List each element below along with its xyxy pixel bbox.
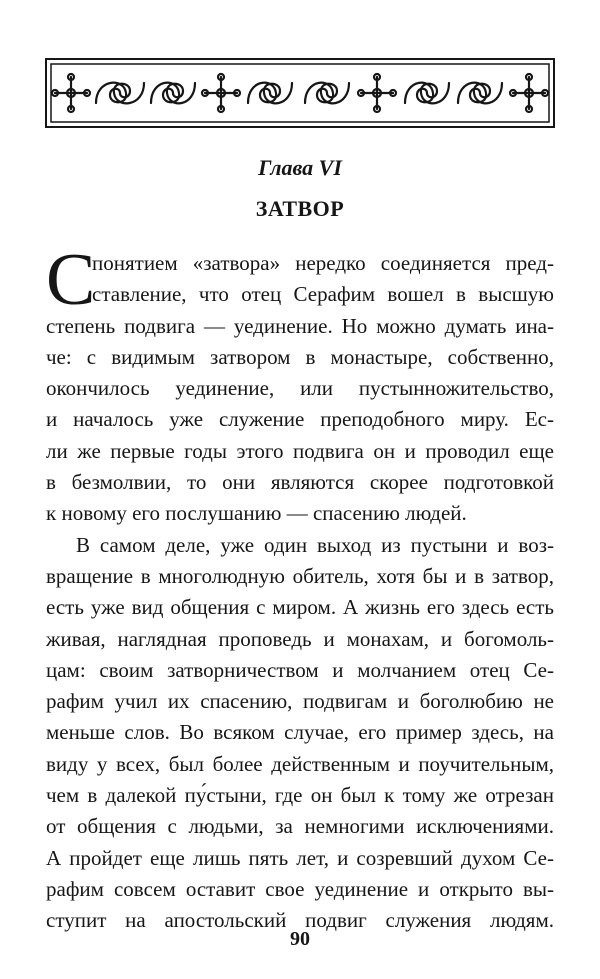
text-line: вращение в многолюдную обитель, хотя бы и в затвор,: [46, 563, 554, 588]
text-line: окончилось уединение, или пустынножительство,: [46, 376, 554, 401]
text-line: рафим совсем оставит свое уединение и открыто вы-: [46, 876, 554, 901]
drop-cap: С: [46, 239, 96, 321]
text-line: рафим учил их спасению, подвигам и боголюбию не: [46, 689, 554, 714]
chapter-title: ЗАТВОР: [255, 196, 345, 221]
text-line: ступит на апостольский подвиг служения людям.: [46, 908, 554, 933]
text-line: к новому его послушанию — спасению людей.: [46, 501, 467, 526]
text-line: есть уже вид общения с миром. А жизнь его здесь есть: [46, 595, 554, 620]
text-line: че: с видимым затвором в монастыре, собственно,: [46, 344, 554, 369]
text-line: В самом деле, уже один выход из пустыни и воз-: [76, 532, 554, 557]
text-line: А пройдет еще лишь пять лет, и созревший духом Се-: [46, 845, 554, 870]
text-line: цам: своим затворничеством и молчанием отец Се-: [46, 657, 554, 682]
text-line: от общения с людьми, за немногими исключениями.: [46, 814, 554, 839]
page-number: 90: [290, 928, 310, 950]
text-line: чем в далекой пу́стыни, где он был к тому же отрезан: [46, 783, 554, 808]
text-line: понятием «затвора» нередко соединяется пред-: [92, 251, 554, 275]
ornamental-header-band: [45, 58, 555, 128]
text-line: меньше слов. Во всяком случае, его пример здесь, на: [46, 720, 554, 745]
text-line: живая, наглядная проповедь и монахам, и богомоль-: [46, 626, 554, 651]
ornament-pattern-icon: [45, 58, 555, 128]
text-line: в безмолвии, то они являются скорее подготовкой: [46, 470, 554, 495]
chapter-label: Глава VI: [258, 155, 342, 180]
text-line: виду у всех, был более действенным и поучительным,: [46, 751, 554, 776]
text-line: степень подвига — уединение. Но можно думать ина-: [46, 313, 554, 338]
text-line: и началось уже служение преподобного миру. Ес-: [46, 407, 554, 432]
text-line: ставление, что отец Серафим вошел в высшую: [92, 282, 554, 307]
body-text: [46, 239, 554, 937]
text-line: ли же первые годы этого подвига он и проводил еще: [46, 438, 554, 463]
